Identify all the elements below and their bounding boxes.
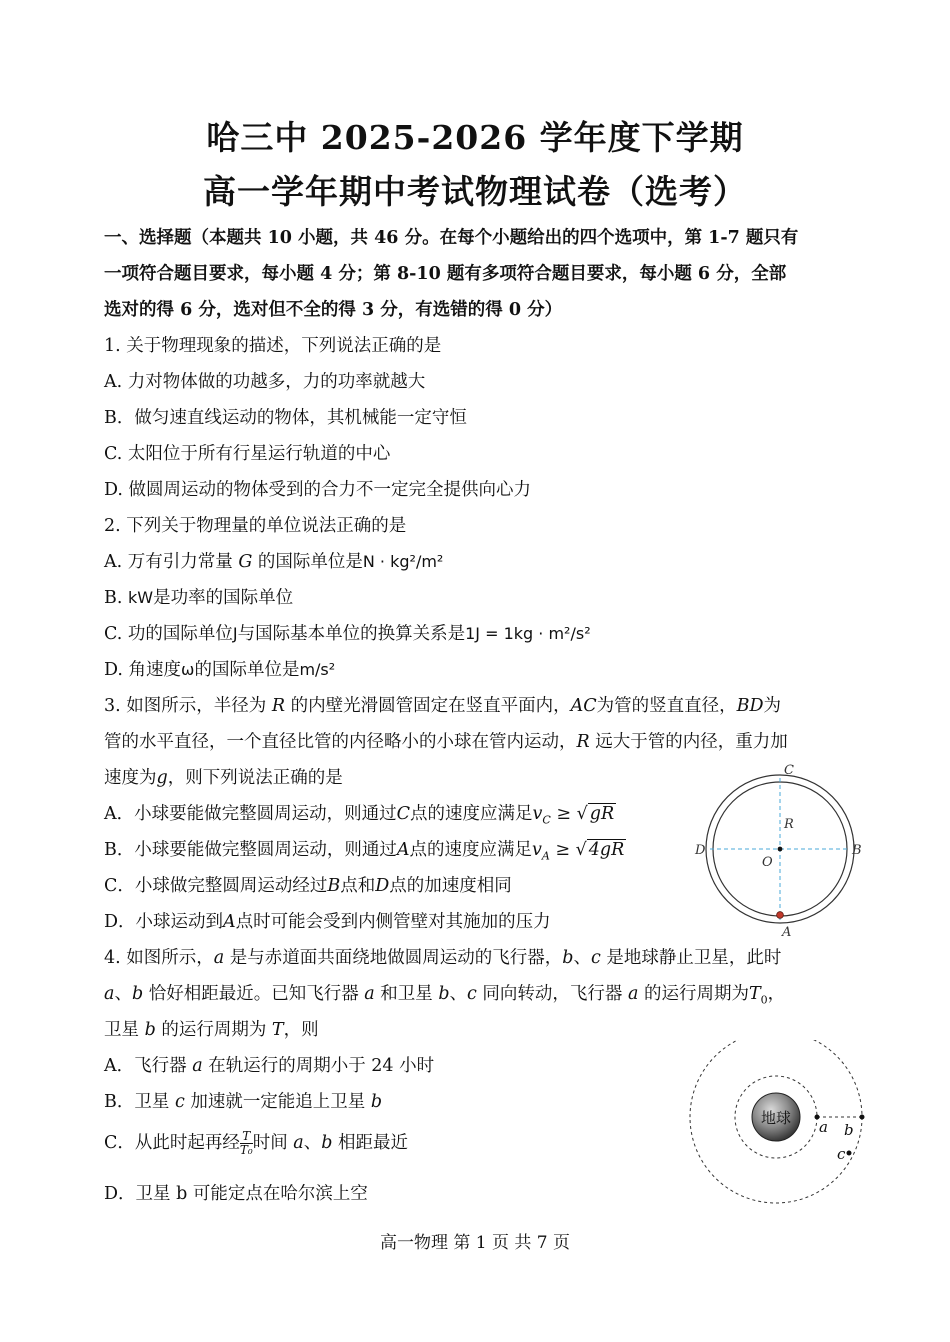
q4-stem-line3: 卫星 b 的运行周期为 T，则 bbox=[104, 1020, 319, 1040]
q3-option-c: C．小球做完整圆周运动经过B点和D点的加速度相同 bbox=[104, 876, 512, 896]
label-a: A bbox=[782, 925, 792, 940]
q2-option-c: C. 功的国际单位J与国际基本单位的换算关系是1J = 1kg · m²/s² bbox=[104, 624, 591, 644]
section1-instruction-line3: 选对的得 6 分，选对但不全的得 3 分，有选错的得 0 分） bbox=[104, 300, 563, 320]
q4-option-a: A．飞行器 a 在轨运行的周期小于 24 小时 bbox=[104, 1056, 435, 1076]
q2-option-d: D. 角速度ω的国际单位是m/s² bbox=[104, 660, 336, 680]
label-r: R bbox=[784, 817, 794, 832]
ball bbox=[777, 912, 784, 919]
q2-option-a: A. 万有引力常量 G 的国际单位是N · kg²/m² bbox=[104, 552, 444, 572]
exam-title-line1: 哈三中 2025-2026 学年度下学期 bbox=[206, 118, 744, 157]
q3-circular-tube-figure bbox=[690, 760, 870, 940]
label-b: b bbox=[844, 1121, 854, 1139]
q3-option-a: A．小球要能做完整圆周运动，则通过C点的速度应满足$v_C$ ≥ √ gR bbox=[104, 804, 615, 827]
page-footer: 高一物理 第 1 页 共 7 页 bbox=[379, 1233, 571, 1253]
section1-instruction-line2: 一项符合题目要求，每小题 4 分；第 8-10 题有多项符合题目要求，每小题 6 分，全部 bbox=[104, 264, 787, 284]
satellite-c bbox=[847, 1151, 852, 1156]
q3-option-b: B．小球要能做完整圆周运动，则通过A点的速度应满足$v_A$ ≥ √ 4gR bbox=[104, 840, 625, 863]
satellite-b bbox=[860, 1115, 865, 1120]
q2-stem: 2. 下列关于物理量的单位说法正确的是 bbox=[104, 516, 407, 536]
q3-stem-line1: 3. 如图所示，半径为 R 的内壁光滑圆管固定在竖直平面内，AC为管的竖直直径，BD为 bbox=[104, 696, 782, 716]
q3-option-d: D．小球运动到A点时可能会受到内侧管壁对其施加的压力 bbox=[104, 912, 551, 932]
earth-label: 地球 bbox=[760, 1109, 792, 1127]
label-a: a bbox=[819, 1118, 828, 1136]
exam-title-line2: 高一学年期中考试物理试卷（选考） bbox=[203, 172, 747, 211]
q4-stem-line1: 4. 如图所示，a 是与赤道面共面绕地做圆周运动的飞行器，b、c 是地球静止卫星，此时 bbox=[104, 948, 782, 968]
label-o: O bbox=[762, 855, 773, 870]
q3-stem-line2: 管的水平直径，一个直径比管的内径略小的小球在管内运动，R 远大于管的内径，重力加 bbox=[104, 732, 788, 752]
q4-option-c: C．从此时起再经 $\frac{T}{\text{T₀}}$ 时间 a、b 相距最近 bbox=[104, 1129, 408, 1157]
q1-stem: 1. 关于物理现象的描述，下列说法正确的是 bbox=[104, 336, 442, 356]
q1-option-d: D. 做圆周运动的物体受到的合力不一定完全提供向心力 bbox=[104, 480, 532, 500]
label-d: D bbox=[695, 843, 706, 858]
q4-orbit-figure bbox=[686, 1040, 870, 1210]
q1-option-b: B．做匀速直线运动的物体，其机械能一定守恒 bbox=[104, 408, 467, 428]
q3-stem-line3: 速度为g，则下列说法正确的是 bbox=[104, 768, 343, 788]
section1-instruction-line1: 一、选择题（本题共 10 小题，共 46 分。在每个小题给出的四个选项中，第 1-7 题只有 bbox=[104, 228, 799, 248]
q2-option-b: B. kW是功率的国际单位 bbox=[104, 588, 294, 608]
center-point-o bbox=[778, 847, 783, 852]
q1-option-a: A. 力对物体做的功越多，力的功率就越大 bbox=[104, 372, 426, 392]
time-fraction: $\frac{T}{\text{T₀}}$ bbox=[239, 1129, 253, 1157]
label-c: c bbox=[837, 1145, 846, 1163]
q1-option-c: C. 太阳位于所有行星运行轨道的中心 bbox=[104, 444, 391, 464]
q4-option-b: B．卫星 c 加速就一定能追上卫星 b bbox=[104, 1092, 383, 1112]
q4-stem-line2: a、b 恰好相距最近。已知飞行器 a 和卫星 b、c 同向转动，飞行器 a 的运行周期为$T_0$， bbox=[104, 984, 786, 1007]
q4-option-d: D．卫星 b 可能定点在哈尔滨上空 bbox=[104, 1184, 368, 1204]
label-c: C bbox=[784, 763, 794, 778]
label-b: B bbox=[852, 843, 862, 858]
